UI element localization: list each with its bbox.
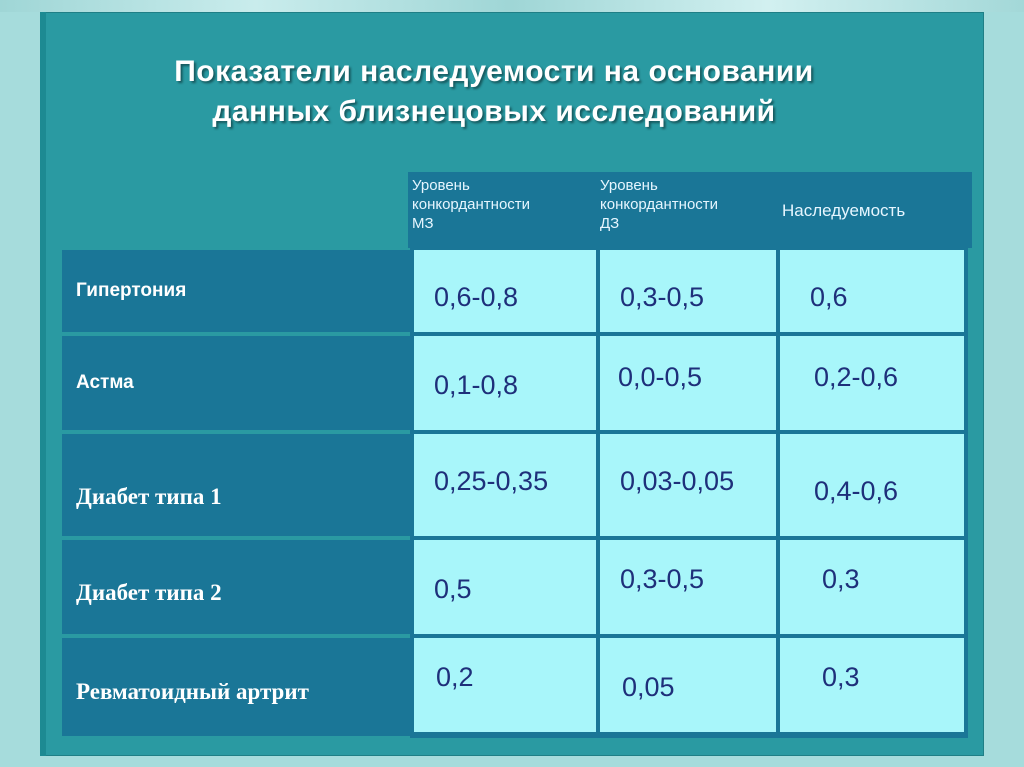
column-header-heritability bbox=[778, 172, 972, 248]
value-asthma-heritability: 0,2-0,6 bbox=[814, 362, 899, 392]
row-label-asthma bbox=[62, 336, 412, 430]
column-header-heritability-label: Наследуемость bbox=[782, 200, 906, 220]
column-header-mz-line-1: Уровень bbox=[412, 177, 470, 194]
value-diabetes-2-mz: 0,5 bbox=[434, 574, 472, 604]
column-header-mz-line-3: МЗ bbox=[412, 215, 434, 232]
column-header-dz-line-2: конкордантности bbox=[600, 196, 719, 213]
table-cell bbox=[778, 538, 966, 636]
row-label-hypertension bbox=[62, 250, 412, 332]
row-label-asthma-text: Астма bbox=[76, 372, 134, 393]
value-arthritis-heritability: 0,3 bbox=[822, 662, 860, 692]
value-hypertension-mz: 0,6-0,8 bbox=[434, 282, 519, 312]
value-diabetes-1-dz: 0,03-0,05 bbox=[620, 466, 735, 496]
row-label-rheumatoid-arthritis bbox=[62, 638, 412, 736]
value-hypertension-heritability: 0,6 bbox=[810, 282, 848, 312]
row-label-diabetes-type-2 bbox=[62, 540, 412, 634]
column-header-mz-line-2: конкордантности bbox=[412, 196, 531, 213]
value-asthma-mz: 0,1-0,8 bbox=[434, 370, 519, 400]
row-label-diabetes-type-1 bbox=[62, 434, 412, 536]
table-cell bbox=[778, 248, 966, 334]
column-header-mz bbox=[408, 172, 596, 248]
value-arthritis-dz: 0,05 bbox=[622, 672, 675, 702]
value-asthma-dz: 0,0-0,5 bbox=[618, 362, 703, 392]
table-cell bbox=[778, 636, 966, 734]
value-diabetes-2-heritability: 0,3 bbox=[822, 564, 860, 594]
column-header-dz bbox=[596, 172, 778, 248]
column-header-dz-line-1: Уровень bbox=[600, 177, 658, 194]
row-label-diabetes-type-1-text: Диабет типа 1 bbox=[76, 484, 222, 509]
slide-title-line-2: данных близнецовых исследований bbox=[212, 95, 776, 128]
row-label-hypertension-text: Гипертония bbox=[76, 280, 187, 301]
value-diabetes-2-dz: 0,3-0,5 bbox=[620, 564, 705, 594]
value-diabetes-1-mz: 0,25-0,35 bbox=[434, 466, 549, 496]
row-label-diabetes-type-2-text: Диабет типа 2 bbox=[76, 580, 222, 605]
slide-title bbox=[44, 52, 944, 132]
value-diabetes-1-heritability: 0,4-0,6 bbox=[814, 476, 899, 506]
top-decorative-strip bbox=[0, 0, 1024, 12]
column-header-dz-line-3: ДЗ bbox=[600, 215, 620, 232]
slide-title-line-1: Показатели наследуемости на основании bbox=[174, 55, 814, 88]
row-label-rheumatoid-arthritis-text: Ревматоидный артрит bbox=[76, 679, 309, 704]
value-hypertension-dz: 0,3-0,5 bbox=[620, 282, 705, 312]
value-arthritis-mz: 0,2 bbox=[436, 662, 474, 692]
